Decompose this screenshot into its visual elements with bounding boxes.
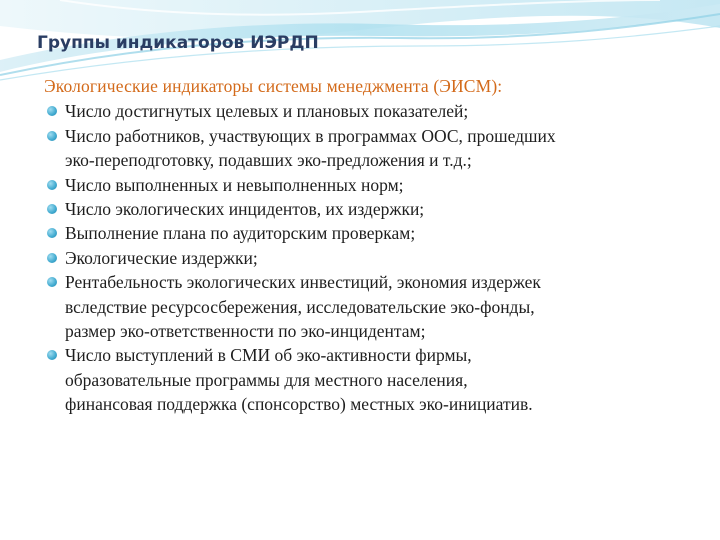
list-item — [44, 343, 704, 416]
bullet-icon — [47, 106, 57, 116]
list-item-line: эко-переподготовку, подавших эко-предложения и т.д.; — [65, 150, 472, 171]
list-item-line: образовательные программы для местного населения, — [65, 369, 468, 390]
indicator-list — [44, 99, 704, 416]
list-item-line: Число выполненных и невыполненных норм; — [65, 174, 404, 195]
list-item-line: Рентабельность экологических инвестиций, экономия издержек — [65, 272, 541, 293]
list-item — [44, 270, 704, 343]
bullet-icon — [47, 253, 57, 263]
list-item — [44, 246, 704, 270]
list-item-line: Число выступлений в СМИ об эко-активности фирмы, — [65, 345, 472, 366]
list-item — [44, 173, 704, 197]
bullet-icon — [47, 131, 57, 141]
bullet-icon — [47, 228, 57, 238]
list-item-line: вследствие ресурсосбережения, исследовательские эко-фонды, — [65, 296, 535, 317]
list-item-line: Выполнение плана по аудиторским проверкам; — [65, 223, 416, 244]
list-item-line: Экологические издержки; — [65, 247, 258, 268]
list-item-line: финансовая поддержка (спонсорство) местных эко-инициатив. — [65, 394, 533, 415]
list-item-line: размер эко-ответственности по эко-инцидентам; — [65, 321, 426, 342]
bullet-icon — [47, 277, 57, 287]
bullet-icon — [47, 180, 57, 190]
list-item-line: Число достигнутых целевых и плановых показателей; — [65, 101, 469, 122]
section-subtitle: Экологические индикаторы системы менеджмента (ЭИСМ): — [44, 76, 503, 96]
list-item-line: Число работников, участвующих в программах ООС, прошедших — [65, 125, 556, 146]
list-item — [44, 99, 704, 123]
list-item — [44, 221, 704, 245]
list-item — [44, 124, 704, 173]
list-item — [44, 197, 704, 221]
slide-title: Группы индикаторов ИЭРДП — [37, 33, 319, 53]
bullet-icon — [47, 350, 57, 360]
slide-content — [44, 74, 704, 417]
bullet-icon — [47, 204, 57, 214]
list-item-line: Число экологических инцидентов, их издержки; — [65, 199, 425, 220]
